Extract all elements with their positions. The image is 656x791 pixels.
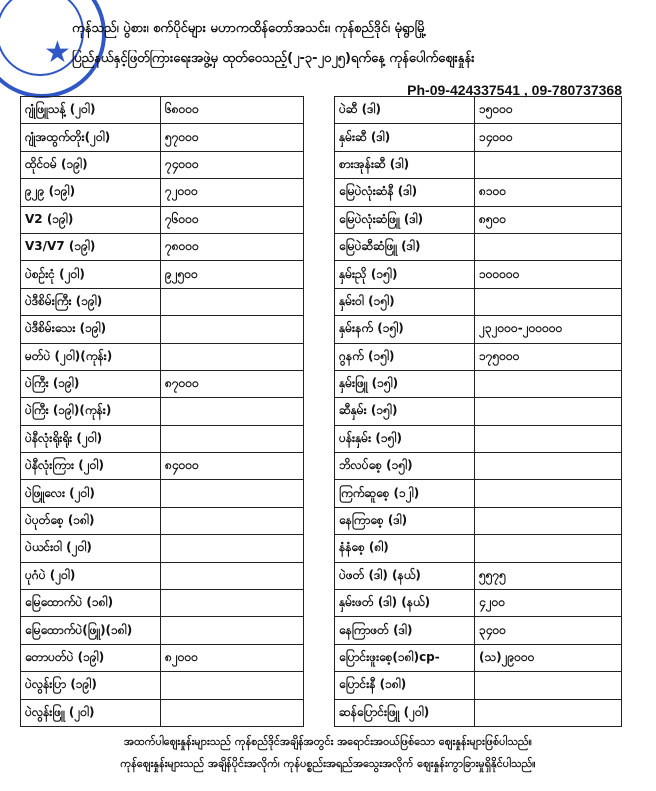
commodity-price — [161, 398, 304, 425]
commodity-name: ပဲလွန်းပြာ (၁၉ါ) — [21, 672, 161, 699]
commodity-name: နှမ်းဖတ် (ဒါ) (နယ်) — [335, 590, 475, 617]
commodity-name: ဂျုံဖြူသန့် (၂၀ါ) — [21, 97, 161, 124]
footer-note-1: အထက်ပါဈေးနှုန်းများသည် ကုန်စည်ဒိုင်အချိန်အတွင်း အရောင်းအဝယ်ဖြစ်သော ဈေးနှုန်းများဖြစ်ပါသည်။ — [124, 735, 532, 748]
table-row — [21, 151, 304, 178]
commodity-price: ၈၂၀၀၀ — [161, 644, 304, 671]
commodity-name: မြေပဲလုံးဆံဖြူ (ဒါ) — [335, 206, 475, 233]
commodity-price: ၁၅၀၀၀ — [475, 97, 622, 124]
table-row — [335, 343, 622, 370]
table-row — [335, 370, 622, 397]
commodity-name: မြေထောက်ပဲ (၁၈ါ) — [21, 590, 161, 617]
commodity-name: ပဲဒီစိမ်းသေး (၁၉ါ) — [21, 316, 161, 343]
commodity-name: ဂွနက် (၁၅ါ) — [335, 343, 475, 370]
table-row — [21, 425, 304, 452]
commodity-name: နေကြာဖတ် (ဒါ) — [335, 617, 475, 644]
commodity-name: နှမ်းနက် (၁၅ါ) — [335, 316, 475, 343]
table-row — [21, 316, 304, 343]
table-row — [21, 233, 304, 260]
phone-numbers: Ph-09-424337541 , 09-780737368 — [407, 82, 622, 98]
commodity-name: မြေထောက်ပဲ(ဖြူ)(၁၈ါ) — [21, 617, 161, 644]
table-row — [21, 590, 304, 617]
commodity-price — [475, 507, 622, 534]
commodity-name: V3/V7 (၁၉ါ) — [21, 233, 161, 260]
commodity-price: ၈၅၀၀ — [475, 206, 622, 233]
commodity-price — [161, 590, 304, 617]
commodity-price: ၁၇၅၀၀၀ — [475, 343, 622, 370]
commodity-price — [161, 617, 304, 644]
table-row — [335, 179, 622, 206]
table-row — [21, 562, 304, 589]
table-row — [335, 233, 622, 260]
table-row — [21, 398, 304, 425]
commodity-price — [161, 507, 304, 534]
commodity-price — [161, 480, 304, 507]
header-title: ကုန်သည်၊ ပွဲစား၊ စက်ပိုင်များ မဟာကထိန်တော်အသင်း၊ ကုန်စည်ဒိုင်၊ မုံရွာမြို့ — [72, 21, 427, 36]
commodity-price: ၁၀၀၀၀၀ — [475, 261, 622, 288]
table-row — [335, 97, 622, 124]
commodity-price — [475, 370, 622, 397]
commodity-price — [475, 288, 622, 315]
table-row — [335, 261, 622, 288]
table-row — [21, 124, 304, 151]
commodity-price — [161, 316, 304, 343]
commodity-name: ပဲလွန်းဖြူ (၂၀ါ) — [21, 699, 161, 726]
commodity-price: ၇၆၀၀၀ — [161, 206, 304, 233]
commodity-name: ဆန်ပြောင်းဖြူ (၂၀ါ) — [335, 699, 475, 726]
right-price-table — [334, 96, 622, 727]
table-row — [335, 507, 622, 534]
commodity-name: ပဲပုတ်စေ့ (၁၈ါ) — [21, 507, 161, 534]
header-subtitle: ပြည်နယ်နှင့်ဖြတ်ကြားရေးအဖွဲ့မှ ထုတ်ဝေသည့်(၂-၃-၂၀၂၅)ရက်နေ့ ကုန်ပေါက်ဈေးနှုန်း — [72, 51, 475, 66]
commodity-price — [161, 672, 304, 699]
commodity-name: ဘိလပ်စေ့ (၁၅ါ) — [335, 453, 475, 480]
table-row — [21, 480, 304, 507]
table-row — [335, 425, 622, 452]
commodity-name: ပဲဖတ် (ဒါ) (နယ်) — [335, 562, 475, 589]
table-row — [335, 316, 622, 343]
commodity-name: နှမ်းဝါ (၁၅ါ) — [335, 288, 475, 315]
commodity-name: နှမ်းညို (၁၅ါ) — [335, 261, 475, 288]
commodity-name: ဆီနှမ်း (၁၅ါ) — [335, 398, 475, 425]
table-row — [21, 617, 304, 644]
table-row — [335, 590, 622, 617]
association-seal — [0, 0, 106, 98]
table-row — [21, 97, 304, 124]
table-row — [335, 151, 622, 178]
commodity-name: ပဲနီလုံးရိုးရိုး (၂၀ါ) — [21, 425, 161, 452]
commodity-price — [475, 398, 622, 425]
star-icon: ★ — [44, 35, 71, 70]
commodity-price: ၄၂၀၀ — [475, 590, 622, 617]
commodity-name: နှမ်းဆီ (ဒါ) — [335, 124, 475, 151]
commodity-name: မြေပဲဆီဆံဖြူ (ဒါ) — [335, 233, 475, 260]
commodity-name: ပဲကြီး (၁၉ါ) — [21, 370, 161, 397]
commodity-price: ၅၇၀၀၀ — [161, 124, 304, 151]
commodity-name: ပုဂံပဲ (၂၀ါ) — [21, 562, 161, 589]
commodity-name: ပဲနီလုံးကြား (၂၀ါ) — [21, 453, 161, 480]
commodity-name: ပဲကြီး (၁၉ါ)(ကုန်း) — [21, 398, 161, 425]
table-row — [335, 480, 622, 507]
commodity-name: ဂျုံအထွက်တိုး(၂၀ါ) — [21, 124, 161, 151]
commodity-price — [161, 343, 304, 370]
commodity-price — [161, 562, 304, 589]
table-row — [21, 370, 304, 397]
commodity-name: ပဲဖြူလေး (၂၀ါ) — [21, 480, 161, 507]
table-row — [21, 507, 304, 534]
table-row — [21, 179, 304, 206]
commodity-price — [161, 288, 304, 315]
commodity-price — [475, 535, 622, 562]
commodity-name: ပန်းနှမ်း (၁၅ါ) — [335, 425, 475, 452]
commodity-price — [475, 699, 622, 726]
table-row — [21, 343, 304, 370]
commodity-name: ကြက်ဆူစေ့ (၁၂ါ) — [335, 480, 475, 507]
commodity-price — [161, 535, 304, 562]
commodity-price: ၁၄၀၀၀ — [475, 124, 622, 151]
commodity-price: ၃၄၀၀ — [475, 617, 622, 644]
left-price-table — [20, 96, 304, 727]
table-row — [21, 453, 304, 480]
commodity-name: မတ်ပဲ (၂၀ါ)(ကုန်း) — [21, 343, 161, 370]
table-row — [335, 453, 622, 480]
table-row — [21, 535, 304, 562]
commodity-price: ၈၇၀၀၀ — [161, 370, 304, 397]
commodity-name: ၉၂၉ (၁၉ါ) — [21, 179, 161, 206]
commodity-price: ၂၃၂၀၀၀-၂၀၀၀၀၀ — [475, 316, 622, 343]
commodity-name: ထိုင်ဝမ် (၁၉ါ) — [21, 151, 161, 178]
table-row — [335, 206, 622, 233]
commodity-price — [161, 425, 304, 452]
commodity-price — [475, 453, 622, 480]
commodity-price: ၆၈၀၀၀ — [161, 97, 304, 124]
commodity-price — [475, 151, 622, 178]
commodity-name: ပဲယင်းဝါ (၂၀ါ) — [21, 535, 161, 562]
table-row — [335, 535, 622, 562]
commodity-price: ၇၂၀၀၀ — [161, 179, 304, 206]
commodity-price: ၇၈၀၀၀ — [161, 233, 304, 260]
table-row — [335, 672, 622, 699]
table-row — [335, 644, 622, 671]
table-row — [335, 288, 622, 315]
commodity-name: ပြောင်းဖူးစေ့(၁၈ါ)cp- — [335, 644, 475, 671]
table-row — [21, 699, 304, 726]
table-row — [21, 206, 304, 233]
commodity-name: ပဲဒီစိမ်းကြီး (၁၉ါ) — [21, 288, 161, 315]
commodity-name: V2 (၁၉ါ) — [21, 206, 161, 233]
table-row — [21, 672, 304, 699]
commodity-price — [475, 233, 622, 260]
commodity-price: ၈၁၀၀ — [475, 179, 622, 206]
commodity-price — [161, 699, 304, 726]
table-row — [335, 562, 622, 589]
table-row — [335, 124, 622, 151]
table-row — [21, 261, 304, 288]
commodity-price: ၅၅၇၅ — [475, 562, 622, 589]
commodity-name: နှမ်းဖြူ (၁၅ါ) — [335, 370, 475, 397]
commodity-price — [475, 672, 622, 699]
table-row — [21, 644, 304, 671]
commodity-name: နေကြာစေ့ (ဒါ) — [335, 507, 475, 534]
commodity-price — [475, 480, 622, 507]
commodity-name: မြေပဲလုံးဆံနီ (ဒါ) — [335, 179, 475, 206]
table-row — [335, 398, 622, 425]
commodity-price: (သ)၂၉၀၀၀ — [475, 644, 622, 671]
commodity-price: ၇၄၀၀၀ — [161, 151, 304, 178]
commodity-price: ၈၄၀၀၀ — [161, 453, 304, 480]
commodity-price — [475, 425, 622, 452]
commodity-name: စားအုန်းဆီ (ဒါ) — [335, 151, 475, 178]
commodity-name: ပဲဆီ (ဒါ) — [335, 97, 475, 124]
commodity-name: တောပတ်ပဲ (၁၉ါ) — [21, 644, 161, 671]
footer-note-2: ကုန်ဈေးနှုန်းများသည် အချိန်ပိုင်းအလိုက်၊ ကုန်ပစ္စည်းအရည်အသွေးအလိုက် ဈေးနှုန်းကွာခြားမှုရှိနိုင်ပါသည်။ — [120, 757, 536, 770]
table-row — [21, 288, 304, 315]
commodity-price: ၉၂၅၀၀ — [161, 261, 304, 288]
table-row — [335, 617, 622, 644]
commodity-name: နံနံစေ့ (၈ါ) — [335, 535, 475, 562]
commodity-name: ပြောင်းနီ (၁၈ါ) — [335, 672, 475, 699]
table-row — [335, 699, 622, 726]
commodity-name: ပဲစဉ်းငုံ (၂၀ါ) — [21, 261, 161, 288]
